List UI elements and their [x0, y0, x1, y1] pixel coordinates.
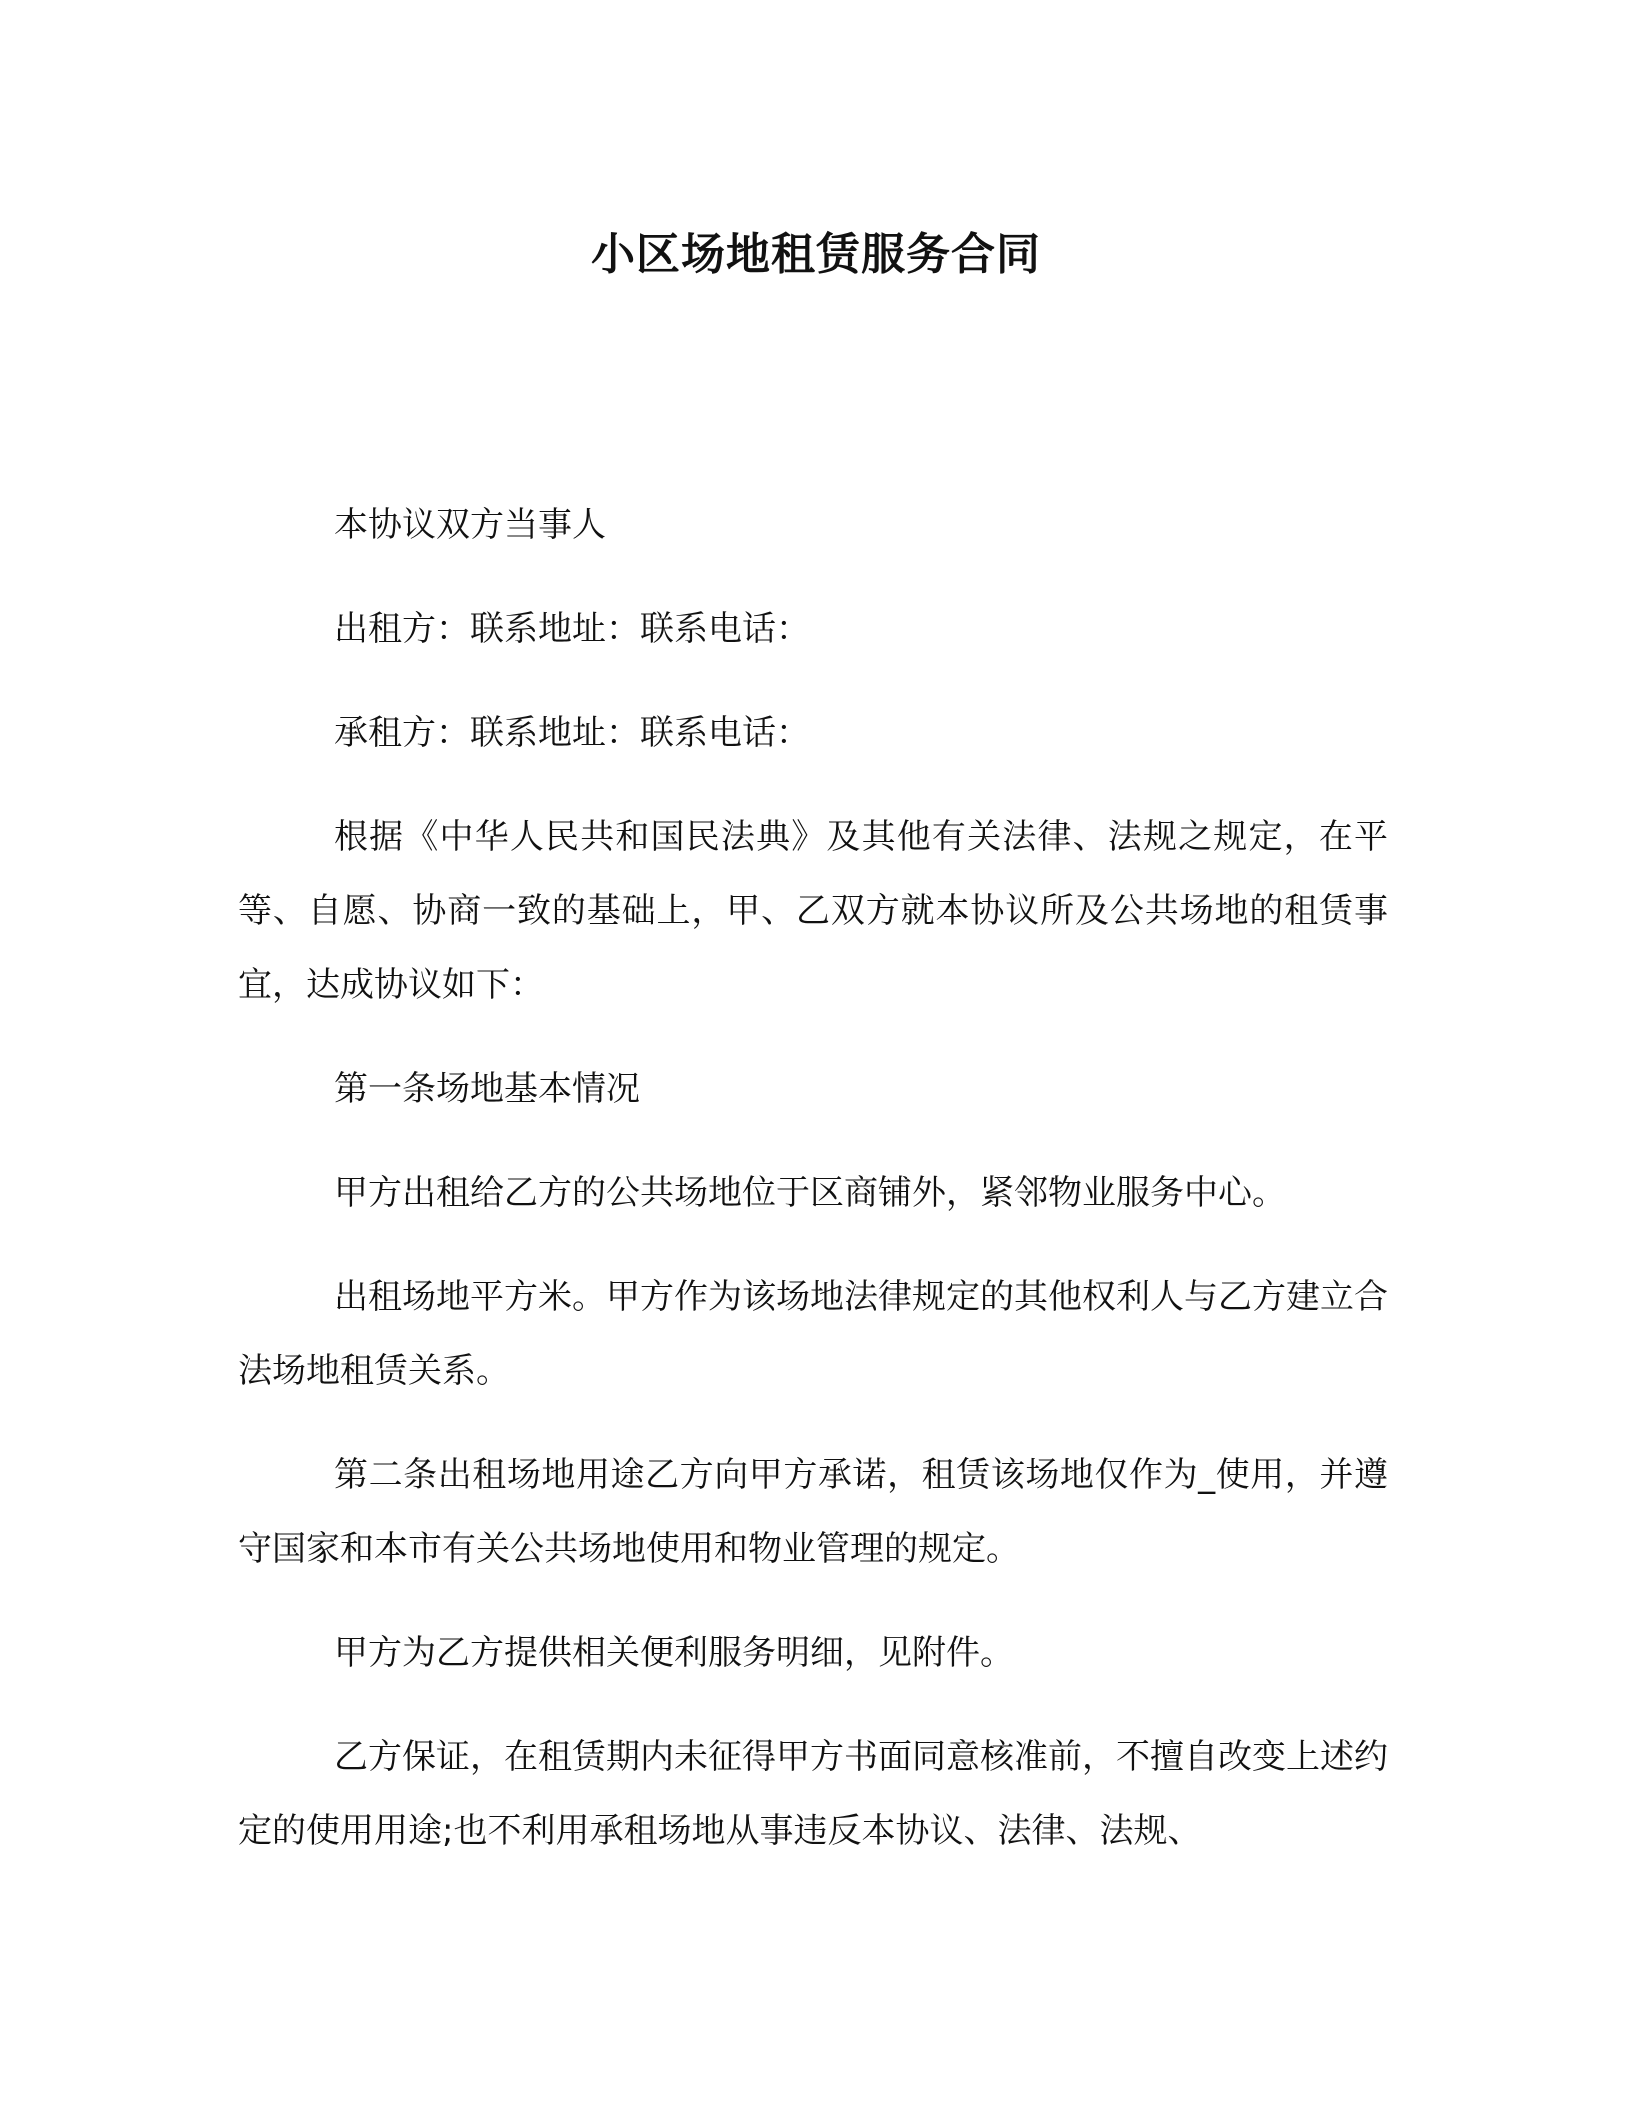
- paragraph-legal-basis: 根据《中华人民共和国民法典》及其他有关法律、法规之规定，在平等、自愿、协商一致的基础上，甲、乙双方就本协议所及公共场地的租赁事宜，达成协议如下：: [238, 817, 1388, 1005]
- paragraph-lessor: 出租方：联系地址：联系电话：: [334, 609, 810, 649]
- paragraph-lessee-guarantee: 乙方保证，在租赁期内未征得甲方书面同意核准前，不擅自改变上述约定的使用用途;也不利用承租场地从事违反本协议、法律、法规、: [238, 1737, 1388, 1851]
- document-body: [238, 488, 1388, 1898]
- document-title: 小区场地租赁服务合同: [591, 229, 1041, 280]
- paragraph-site-location: 甲方出租给乙方的公共场地位于区商铺外，紧邻物业服务中心。: [334, 1173, 1286, 1213]
- paragraph-lessee: 承租方：联系地址：联系电话：: [334, 713, 810, 753]
- paragraph-article-1-heading: 第一条场地基本情况: [334, 1069, 640, 1109]
- paragraph-site-area: 出租场地平方米。甲方作为该场地法律规定的其他权利人与乙方建立合法场地租赁关系。: [238, 1277, 1388, 1391]
- paragraph-services-annex: 甲方为乙方提供相关便利服务明细，见附件。: [334, 1633, 1014, 1673]
- paragraph-parties-intro: 本协议双方当事人: [334, 505, 606, 545]
- paragraph-article-2-usage: 第二条出租场地用途乙方向甲方承诺，租赁该场地仅作为_使用，并遵守国家和本市有关公共场地使用和物业管理的规定。: [238, 1455, 1388, 1569]
